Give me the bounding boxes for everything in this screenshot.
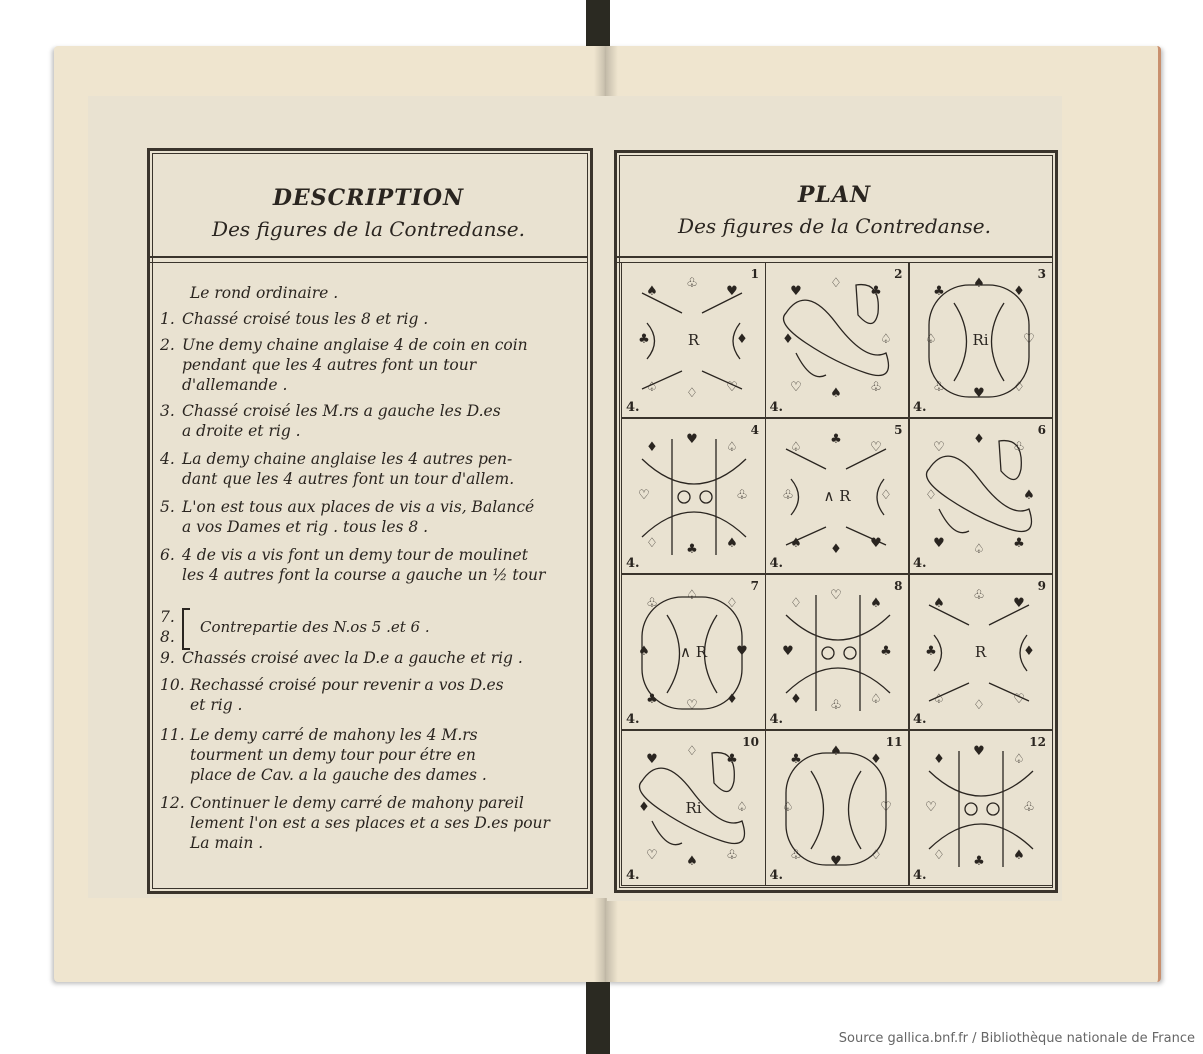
dancer-mark: ♣ — [879, 644, 892, 659]
dancer-mark: ♧ — [781, 488, 794, 503]
figure-cell — [621, 574, 766, 730]
description-subtitle: Des figures de la Contredanse. — [212, 217, 525, 241]
dancer-mark: ♦ — [933, 752, 945, 767]
item-line: L'on est tous aux places de vis a vis, Balancé — [182, 498, 535, 516]
bookmark-ribbon-top — [586, 0, 610, 50]
figure-number: 4 — [750, 423, 759, 437]
item-line: Chassés croisé avec la D.e a gauche et rig . — [182, 649, 523, 667]
item-number: 10. — [160, 676, 185, 694]
dancer-mark: ♢ — [925, 488, 937, 503]
figure-cell — [621, 418, 766, 574]
dancer-mark: ♥ — [736, 644, 748, 659]
dancer-mark: ♢ — [646, 536, 658, 551]
dancer-mark: ♥ — [781, 644, 794, 659]
dancer-mark: ♤ — [646, 380, 658, 395]
dancer-mark: ♥ — [933, 536, 945, 551]
bracket-number-8: 8. — [160, 628, 175, 646]
item-number: 11. — [160, 726, 185, 744]
dancer-mark: ♡ — [1013, 692, 1025, 707]
dancer-mark: ♤ — [973, 542, 985, 557]
dancer-mark: ♡ — [789, 380, 802, 395]
dancer-mark: ♠ — [829, 744, 842, 759]
dancer-mark: ♠ — [726, 536, 738, 551]
dancer-mark: ♡ — [933, 440, 945, 455]
figure-cell — [765, 418, 910, 574]
dancer-mark: ♣ — [869, 284, 882, 299]
dancer-mark: ♣ — [1013, 536, 1025, 551]
dancer-mark: ♧ — [736, 488, 748, 503]
dancer-mark: ♦ — [1023, 644, 1035, 659]
dancer-mark: ♢ — [686, 744, 698, 759]
figure-number: 10 — [742, 735, 759, 749]
dancer-mark: ♢ — [829, 276, 842, 291]
dancer-mark: ♤ — [925, 332, 937, 347]
dancer-mark: ♣ — [726, 752, 738, 767]
item-number: 2. — [160, 336, 175, 354]
dancer-mark: ♦ — [973, 432, 985, 447]
dancer-mark: ♧ — [973, 588, 985, 603]
bracket-number-7: 7. — [160, 608, 175, 626]
dancer-mark: ♢ — [726, 596, 738, 611]
dancer-mark: ♤ — [789, 440, 802, 455]
dancer-mark: ♢ — [1013, 380, 1025, 395]
dancer-mark: ♡ — [638, 488, 650, 503]
item-line: Rechassé croisé pour revenir a vos D.es — [190, 676, 504, 694]
figure-cell — [908, 418, 1053, 574]
item-line: 4 de vis a vis font un demy tour de moulinet — [182, 546, 528, 564]
dancer-mark: ♣ — [646, 692, 658, 707]
item-line: dant que les 4 autres font un tour d'allem. — [182, 470, 515, 488]
dancer-mark: ♧ — [646, 596, 658, 611]
plan-subtitle: Des figures de la Contredanse. — [678, 214, 991, 238]
item-line: et rig . — [190, 696, 243, 714]
item-line: a droite et rig . — [182, 422, 301, 440]
dancer-mark: ♥ — [1013, 596, 1025, 611]
figure-center-label: ∧ R — [823, 487, 851, 505]
item-number: 3. — [160, 402, 175, 420]
plan-title: PLAN — [797, 182, 872, 208]
item-line: les 4 autres font la course a gauche un ½ tour — [182, 566, 546, 584]
figure-cell — [621, 730, 766, 886]
item-line: pendant que les 4 autres font un tour — [182, 356, 477, 374]
bracket-text: Contrepartie des N.os 5 .et 6 . — [200, 618, 430, 636]
item-number: 5. — [160, 498, 175, 516]
description-title: DESCRIPTION — [272, 185, 465, 211]
dancer-mark: ♦ — [789, 692, 802, 707]
dancer-mark: ♠ — [869, 596, 882, 611]
dancer-mark: ♡ — [686, 698, 698, 713]
figure-center-label: Ri — [972, 331, 989, 349]
figure-cell — [621, 262, 766, 418]
dancer-mark: ♣ — [789, 752, 802, 767]
figure-number: 11 — [885, 735, 903, 749]
dancer-mark: ♦ — [1013, 284, 1025, 299]
figure-cell — [765, 730, 910, 886]
figure-corner-label: 4. — [913, 712, 927, 727]
dancer-mark: ♦ — [829, 542, 842, 557]
dancer-mark: ♣ — [933, 284, 945, 299]
figure-diagram — [909, 731, 1054, 887]
figure-number: 12 — [1029, 735, 1046, 749]
dancer-mark: ♣ — [686, 542, 698, 557]
dancer-mark: ♠ — [646, 284, 658, 299]
dancer-mark: ♥ — [829, 854, 842, 869]
figure-cell — [765, 574, 910, 730]
figure-cell — [765, 262, 910, 418]
source-credit: Source gallica.bnf.fr / Bibliothèque nationale de France — [838, 1031, 1195, 1046]
item-line: La main . — [190, 834, 264, 852]
figure-corner-label: 4. — [769, 712, 784, 727]
dancer-mark: ♧ — [1023, 800, 1035, 815]
dancer-mark: ♠ — [638, 644, 650, 659]
figure-diagram — [909, 419, 1054, 575]
dancer-mark: ♠ — [1013, 848, 1025, 863]
bookmark-ribbon-bottom — [586, 982, 610, 1054]
figure-diagram — [766, 575, 911, 731]
item-line: d'allemande . — [182, 376, 288, 394]
dancer-mark: ♤ — [781, 800, 794, 815]
dancer-mark: ♧ — [686, 276, 698, 291]
dancer-mark: ♡ — [1023, 332, 1035, 347]
dancer-mark: ♧ — [829, 698, 842, 713]
item-line: a vos Dames et rig . tous les 8 . — [182, 518, 429, 536]
dancer-mark: ♢ — [973, 698, 985, 713]
item-line: place de Cav. a la gauche des dames . — [190, 766, 487, 784]
dancer-mark: ♤ — [869, 692, 882, 707]
figure-corner-label: 4. — [769, 868, 784, 883]
bracket-mark — [182, 608, 190, 650]
item-number: 12. — [160, 794, 185, 812]
dancer-mark: ♦ — [736, 332, 748, 347]
item-line: Continuer le demy carré de mahony pareil — [190, 794, 524, 812]
item-number: 1. — [160, 310, 175, 328]
dancer-mark: ♧ — [869, 380, 882, 395]
dancer-mark: ♧ — [1013, 440, 1025, 455]
dancer-mark: ♤ — [726, 440, 738, 455]
dancer-mark: ♠ — [686, 854, 698, 869]
item-line: La demy chaine anglaise les 4 autres pen- — [182, 450, 513, 468]
dancer-mark: ♣ — [829, 432, 842, 447]
item-number: 6. — [160, 546, 175, 564]
dancer-mark: ♦ — [781, 332, 794, 347]
dancer-mark: ♤ — [1013, 752, 1025, 767]
figure-cell — [908, 574, 1053, 730]
figure-number: 2 — [894, 267, 903, 281]
dancer-mark: ♥ — [973, 386, 985, 401]
description-heading — [150, 185, 587, 241]
figure-grid — [621, 262, 1052, 886]
dancer-mark: ♢ — [879, 488, 892, 503]
intro-line: Le rond ordinaire . — [190, 284, 339, 302]
figure-center-label: R — [974, 643, 987, 661]
dancer-mark: ♢ — [869, 848, 882, 863]
dancer-mark: ♠ — [973, 276, 985, 291]
item-line: Chassé croisé tous les 8 et rig . — [182, 310, 429, 328]
item-line: tourment un demy tour pour étre en — [190, 746, 476, 764]
figure-number: 1 — [750, 267, 759, 281]
figure-corner-label: 4. — [769, 556, 784, 571]
figure-corner-label: 4. — [913, 868, 927, 883]
item-line: Chassé croisé les M.rs a gauche les D.es — [182, 402, 501, 420]
dancer-mark: ♢ — [686, 386, 698, 401]
dancer-mark: ♢ — [933, 848, 945, 863]
item-number: 4. — [160, 450, 175, 468]
dancer-mark: ♠ — [1023, 488, 1035, 503]
dancer-mark: ♡ — [879, 800, 892, 815]
figure-cell — [908, 262, 1053, 418]
dancer-mark: ♡ — [869, 440, 882, 455]
dancer-mark: ♤ — [879, 332, 892, 347]
item-line: lement l'on est a ses places et a ses D.es pour — [190, 814, 550, 832]
dancer-mark: ♠ — [829, 386, 842, 401]
dancer-mark: ♧ — [933, 380, 945, 395]
figure-center-label: ∧ R — [679, 643, 708, 661]
dancer-mark: ♦ — [726, 692, 738, 707]
figure-number: 5 — [894, 423, 903, 437]
item-line: Le demy carré de mahony les 4 M.rs — [190, 726, 478, 744]
dancer-mark: ♠ — [789, 536, 802, 551]
figure-diagram — [766, 263, 911, 419]
item-line: Une demy chaine anglaise 4 de coin en coin — [182, 336, 528, 354]
dancer-mark: ♡ — [829, 588, 842, 603]
figure-corner-label: 4. — [626, 400, 640, 415]
dancer-mark: ♥ — [646, 752, 658, 767]
dancer-mark: ♡ — [726, 380, 738, 395]
figure-diagram — [622, 419, 767, 575]
dancer-mark: ♤ — [933, 692, 945, 707]
dancer-mark: ♦ — [646, 440, 658, 455]
dancer-mark: ♤ — [686, 588, 698, 603]
dancer-mark: ♠ — [933, 596, 945, 611]
figure-number: 6 — [1037, 423, 1046, 437]
figure-corner-label: 4. — [626, 868, 640, 883]
figure-number: 7 — [750, 579, 759, 593]
dancer-mark: ♧ — [789, 848, 802, 863]
header-rule-left — [150, 256, 587, 263]
dancer-mark: ♣ — [925, 644, 937, 659]
figure-cell — [908, 730, 1053, 886]
dancer-mark: ♡ — [646, 848, 658, 863]
figure-corner-label: 4. — [626, 712, 640, 727]
figure-diagram — [766, 731, 911, 887]
figure-corner-label: 4. — [769, 400, 784, 415]
dancer-mark: ♦ — [638, 800, 650, 815]
plan-heading — [617, 182, 1052, 238]
dancer-mark: ♤ — [736, 800, 748, 815]
figure-center-label: Ri — [685, 799, 702, 817]
item-number: 9. — [160, 649, 175, 667]
dancer-mark: ♣ — [638, 332, 650, 347]
dancer-mark: ♥ — [973, 744, 985, 759]
dancer-mark: ♧ — [726, 848, 738, 863]
figure-number: 9 — [1037, 579, 1046, 593]
dancer-mark: ♥ — [789, 284, 802, 299]
dancer-mark: ♢ — [789, 596, 802, 611]
figure-center-label: R — [687, 331, 700, 349]
figure-corner-label: 4. — [913, 400, 927, 415]
dancer-mark: ♥ — [869, 536, 882, 551]
dancer-mark: ♥ — [686, 432, 698, 447]
figure-corner-label: 4. — [626, 556, 640, 571]
dancer-mark: ♥ — [726, 284, 738, 299]
dancer-mark: ♦ — [869, 752, 882, 767]
figure-corner-label: 4. — [913, 556, 927, 571]
figure-number: 8 — [894, 579, 903, 593]
dancer-mark: ♣ — [973, 854, 985, 869]
figure-number: 3 — [1037, 267, 1046, 281]
dancer-mark: ♡ — [925, 800, 937, 815]
